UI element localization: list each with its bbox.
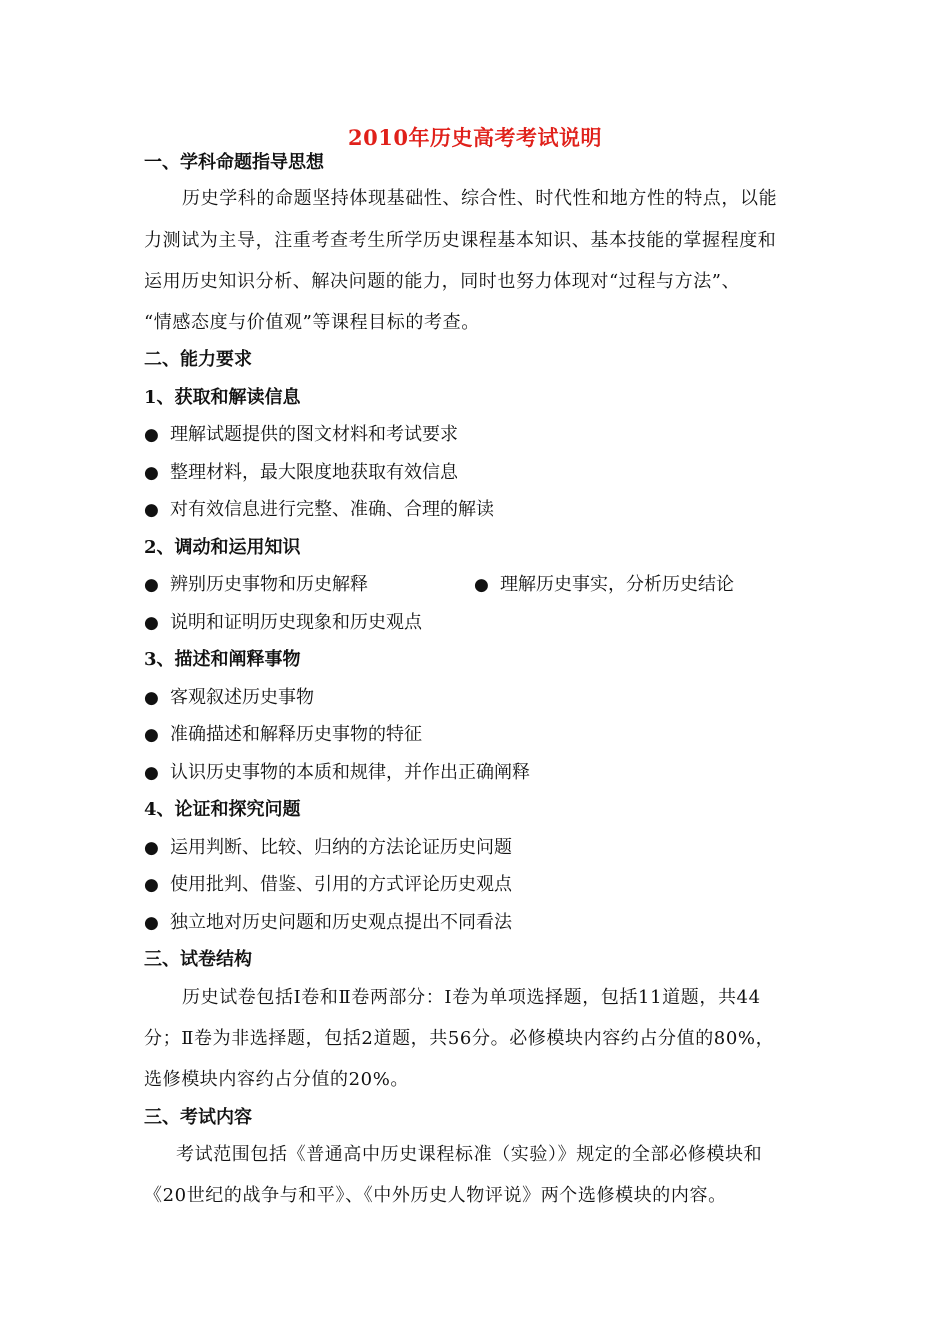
bullet-icon: ● — [144, 838, 159, 858]
paragraph-line: 选修模块内容约占分值的20%。 — [144, 1069, 410, 1090]
subsection-heading-apply-knowledge: 2、调动和运用知识 — [144, 537, 301, 558]
list-item-text: 运用判断、比较、归纳的方法论证历史问题 — [170, 837, 512, 858]
bullet-icon: ● — [144, 575, 159, 595]
paragraph-line: 力测试为主导，注重考查考生所学历史课程基本知识、基本技能的掌握程度和 — [144, 230, 777, 251]
document-title: 2010年历史高考考试说明 — [348, 125, 602, 150]
list-item — [144, 461, 458, 485]
list-item-text: 对有效信息进行完整、准确、合理的解读 — [170, 499, 494, 520]
list-item — [144, 873, 512, 897]
section-heading-exam-content: 三、考试内容 — [144, 1107, 252, 1128]
subsection-heading-describe-explain: 3、描述和阐释事物 — [144, 649, 301, 670]
paragraph-line: 运用历史知识分析、解决问题的能力，同时也努力体现对“过程与方法”、 — [144, 271, 741, 292]
list-item-text: 整理材料，最大限度地获取有效信息 — [170, 462, 458, 483]
list-item — [144, 836, 512, 860]
bullet-icon: ● — [144, 688, 159, 708]
list-item-text: 理解试题提供的图文材料和考试要求 — [170, 424, 458, 445]
bullet-icon: ● — [144, 613, 159, 633]
subsection-heading-acquire-info: 1、获取和解读信息 — [144, 387, 301, 408]
bullet-icon: ● — [144, 463, 159, 483]
section-heading-ability-requirements: 二、能力要求 — [144, 349, 252, 370]
list-item — [144, 498, 494, 522]
paragraph-line: 考试范围包括《普通高中历史课程标准（实验）》规定的全部必修模块和 — [176, 1144, 763, 1165]
subsection-heading-argue-explore: 4、论证和探究问题 — [144, 799, 301, 820]
paragraph-line: 《20世纪的战争与和平》、《中外历史人物评说》两个选修模块的内容。 — [144, 1185, 727, 1206]
list-item — [144, 723, 422, 747]
bullet-icon: ● — [474, 575, 489, 595]
list-item-text: 理解历史事实，分析历史结论 — [500, 574, 734, 595]
section-heading-guiding-ideas: 一、学科命题指导思想 — [144, 152, 324, 173]
list-item — [144, 573, 368, 597]
list-item-text: 使用批判、借鉴、引用的方式评论历史观点 — [170, 874, 512, 895]
list-item — [144, 911, 512, 935]
list-item — [474, 573, 734, 597]
section-heading-paper-structure: 三、试卷结构 — [144, 949, 252, 970]
list-item — [144, 686, 314, 710]
bullet-icon: ● — [144, 725, 159, 745]
bullet-icon: ● — [144, 913, 159, 933]
list-item-text: 独立地对历史问题和历史观点提出不同看法 — [170, 912, 512, 933]
list-item-text: 辨别历史事物和历史解释 — [170, 574, 368, 595]
bullet-icon: ● — [144, 763, 159, 783]
list-item — [144, 423, 458, 447]
list-item-text: 认识历史事物的本质和规律，并作出正确阐释 — [170, 762, 530, 783]
list-item — [144, 611, 422, 635]
bullet-icon: ● — [144, 875, 159, 895]
list-item — [144, 761, 530, 785]
bullet-icon: ● — [144, 425, 159, 445]
list-item-text: 说明和证明历史现象和历史观点 — [170, 612, 422, 633]
bullet-icon: ● — [144, 500, 159, 520]
list-item-text: 准确描述和解释历史事物的特征 — [170, 724, 422, 745]
list-item-text: 客观叙述历史事物 — [170, 687, 314, 708]
paragraph-line: 分；Ⅱ卷为非选择题，包括2道题，共56分。必修模块内容约占分值的80%， — [144, 1028, 775, 1049]
paragraph-line: 历史试卷包括Ⅰ卷和Ⅱ卷两部分：Ⅰ卷为单项选择题，包括11道题，共44 — [182, 987, 761, 1008]
paragraph-line: “情感态度与价值观”等课程目标的考查。 — [144, 312, 480, 333]
paragraph-line: 历史学科的命题坚持体现基础性、综合性、时代性和地方性的特点，以能 — [182, 188, 778, 209]
